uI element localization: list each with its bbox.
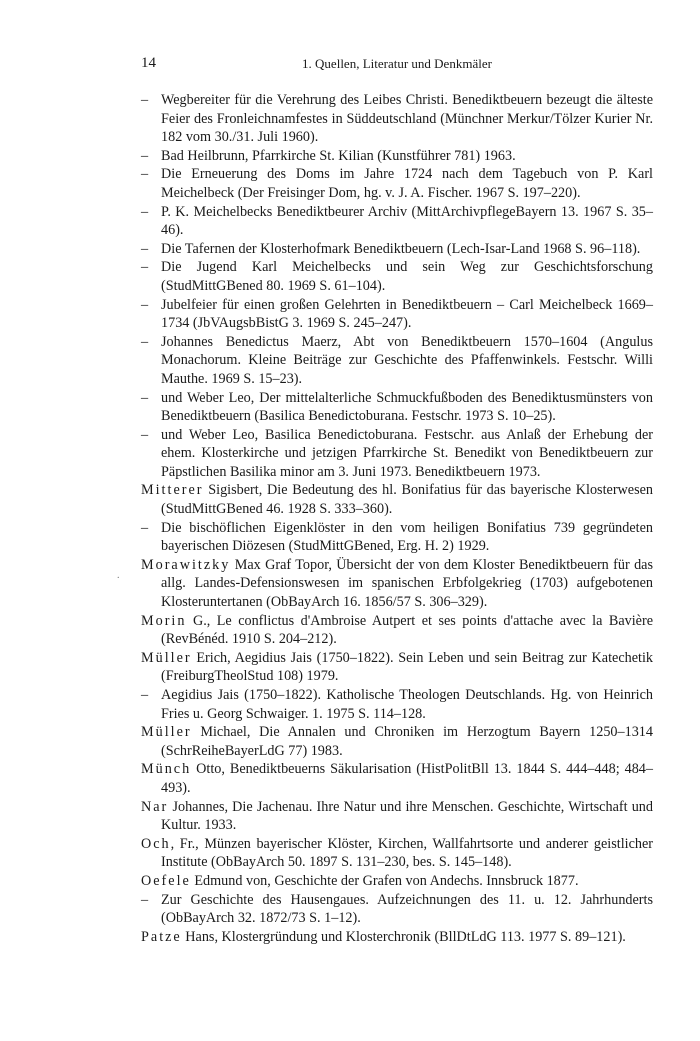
bibliography-entry (141, 723, 653, 760)
bibliography-subentry (141, 258, 653, 295)
page-number: 14 (141, 55, 156, 71)
bibliography-entry (141, 556, 653, 612)
entry-text: Max Graf Topor, Übersicht der von dem Kloster Benediktbeuern für das allg. Landes-Defensionswesen im spanischen Erbfolgekrieg (1703) aufgebotenen Klosteruntertanen (ObBayArch 16. 1856/57 S. 306–329). (161, 556, 653, 611)
entry-author: Oefele (141, 872, 191, 889)
entry-author: Nar (141, 798, 169, 815)
entry-text: Die Tafernen der Klosterhofmark Benediktbeuern (Lech-Isar-Land 1968 S. 96–118). (161, 240, 641, 257)
bibliography-subentry (141, 519, 653, 556)
entry-text: , Fr., Münzen bayerischer Klöster, Kirchen, Wallfahrtsorte und anderer geistlicher Institute (ObBayArch 50. 1897 S. 131–230, bes. S. 145–148). (161, 835, 653, 871)
entry-text: Wegbereiter für die Verehrung des Leibes Christi. Benediktbeuern bezeugt die älteste Feier des Fronleichnamfestes in Süddeutschland (Münchner Merkur/Tölzer Kurier Nr. 182 vom 30./31. Juli 1960). (161, 92, 653, 146)
entry-text: Michael, Die Annalen und Chroniken im Herzogtum Bayern 1250–1314 (SchrReiheBayerLdG 77) 1983. (161, 724, 653, 759)
entry-text: Otto, Benediktbeuerns Säkularisation (HistPolitBll 13. 1844 S. 444–448; 484–493). (161, 761, 653, 796)
bibliography-subentry (141, 165, 653, 202)
entry-text: G., Le conflictus d'Ambroise Autpert et ses points d'attache avec la Bavière (RevBénéd. 1910 S. 204–212). (161, 612, 653, 648)
entry-author: Och (141, 835, 171, 852)
entry-dash: – (141, 891, 149, 908)
entry-author: Müller (141, 649, 192, 666)
entry-text: Hans, Klostergründung und Klosterchronik (BllDtLdG 113. 1977 S. 89–121). (181, 928, 626, 945)
bibliography-entry (141, 612, 653, 649)
bibliography-subentry (141, 891, 653, 928)
entry-dash: – (141, 687, 149, 703)
entry-text: Jubelfeier für einen großen Gelehrten in Benediktbeuern – Carl Meichelbeck 1669–1734 (JbVAugsbBistG 3. 1969 S. 245–247). (161, 296, 653, 332)
entry-dash: – (141, 92, 149, 108)
bibliography-entry (141, 928, 653, 947)
entry-text: Edmund von, Geschichte der Grafen von Andechs. Innsbruck 1877. (190, 872, 579, 889)
entry-dash: – (141, 147, 149, 164)
entry-dash: – (141, 259, 149, 276)
bibliography-entry (141, 760, 653, 797)
entry-dash: – (141, 166, 149, 183)
bibliography-subentry (141, 91, 653, 147)
entry-text: Erich, Aegidius Jais (1750–1822). Sein Leben und sein Beitrag zur Katechetik (FreiburgTheolStud 108) 1979. (161, 649, 653, 685)
entry-author: Morin (141, 612, 187, 629)
bibliography-entry (141, 835, 653, 872)
stray-mark: . (117, 570, 120, 581)
entry-text: Die bischöflichen Eigenklöster in den vom heiligen Bonifatius 739 gegründeten bayerischen Diözesen (StudMittGBened, Erg. H. 2) 1929. (161, 519, 653, 555)
bibliography-entry (141, 649, 653, 686)
entry-dash: – (141, 389, 149, 406)
entry-text: Bad Heilbrunn, Pfarrkirche St. Kilian (Kunstführer 781) 1963. (161, 147, 516, 164)
running-head: 1. Quellen, Literatur und Denkmäler (302, 56, 492, 71)
entry-text: Sigisbert, Die Bedeutung des hl. Bonifatius für das bayerische Klosterwesen (StudMittGBened 46. 1928 S. 333–360). (161, 482, 653, 518)
entry-author: Morawitzky (141, 556, 231, 573)
entry-dash: – (141, 519, 149, 536)
entry-text: Johannes Benedictus Maerz, Abt von Benediktbeuern 1570–1604 (Angulus Monachorum. Kleine Beiträge zur Geschichte des Pfaffenwinkels. Festschr. Willi Mauthe. 1969 S. 15–23). (161, 333, 653, 387)
entry-dash: – (141, 296, 149, 313)
entry-text: Aegidius Jais (1750–1822). Katholische Theologen Deutschlands. Hg. von Heinrich Fries u. Georg Schwaiger. 1. 1975 S. 114–128. (161, 687, 653, 722)
entry-author: Patze (141, 928, 182, 945)
bibliography-subentry (141, 426, 653, 482)
bibliography-entry (141, 872, 653, 891)
bibliography-subentry (141, 333, 653, 389)
entry-text: Zur Geschichte des Hausengaues. Aufzeichnungen des 11. u. 12. Jahrhunderts (ObBayArch 32. 1872/73 S. 1–12). (161, 891, 653, 927)
entry-author: Mitterer (141, 482, 204, 499)
bibliography-entry (141, 798, 653, 835)
bibliography-subentry (141, 147, 653, 166)
bibliography-subentry (141, 240, 653, 259)
bibliography-entry (141, 481, 653, 518)
entry-text: und Weber Leo, Basilica Benedictoburana. Festschr. aus Anlaß der Erhebung der ehem. Klosterkirche und jetzigen Pfarrkirche St. Benedikt von Benediktbeuern zur Päpstlichen Basilika minor am 3. Juni 1973. Benediktbeuern 1973. (161, 426, 653, 480)
bibliography-subentry (141, 389, 653, 426)
entry-dash: – (141, 426, 149, 443)
entry-text: Die Erneuerung des Doms im Jahre 1724 nach dem Tagebuch von P. Karl Meichelbeck (Der Freisinger Dom, hg. v. J. A. Fischer. 1967 S. 197–220). (161, 166, 653, 201)
bibliography-subentry (141, 203, 653, 240)
entry-author: Müller (141, 724, 192, 741)
entry-text: P. K. Meichelbecks Benediktbeurer Archiv (MittArchivpflegeBayern 13. 1967 S. 35–46). (161, 203, 653, 239)
page-header (141, 55, 653, 75)
entry-text: Johannes, Die Jachenau. Ihre Natur und ihre Menschen. Geschichte, Wirtschaft und Kultur. 1933. (161, 798, 653, 834)
entry-dash: – (141, 203, 149, 220)
entry-author: Münch (141, 761, 192, 778)
entry-dash: – (141, 333, 149, 350)
entry-dash: – (141, 240, 149, 257)
bibliography-subentry (141, 686, 653, 723)
entry-text: Die Jugend Karl Meichelbecks und sein Weg zur Geschichtsforschung (StudMittGBened 80. 1969 S. 61–104). (161, 259, 653, 294)
bibliography-subentry (141, 296, 653, 333)
bibliography-list (141, 91, 653, 946)
entry-text: und Weber Leo, Der mittelalterliche Schmuckfußboden des Benediktusmünsters von Benediktbeuern (Basilica Benedictoburana. Festschr. 1973 S. 10–25). (161, 389, 653, 425)
